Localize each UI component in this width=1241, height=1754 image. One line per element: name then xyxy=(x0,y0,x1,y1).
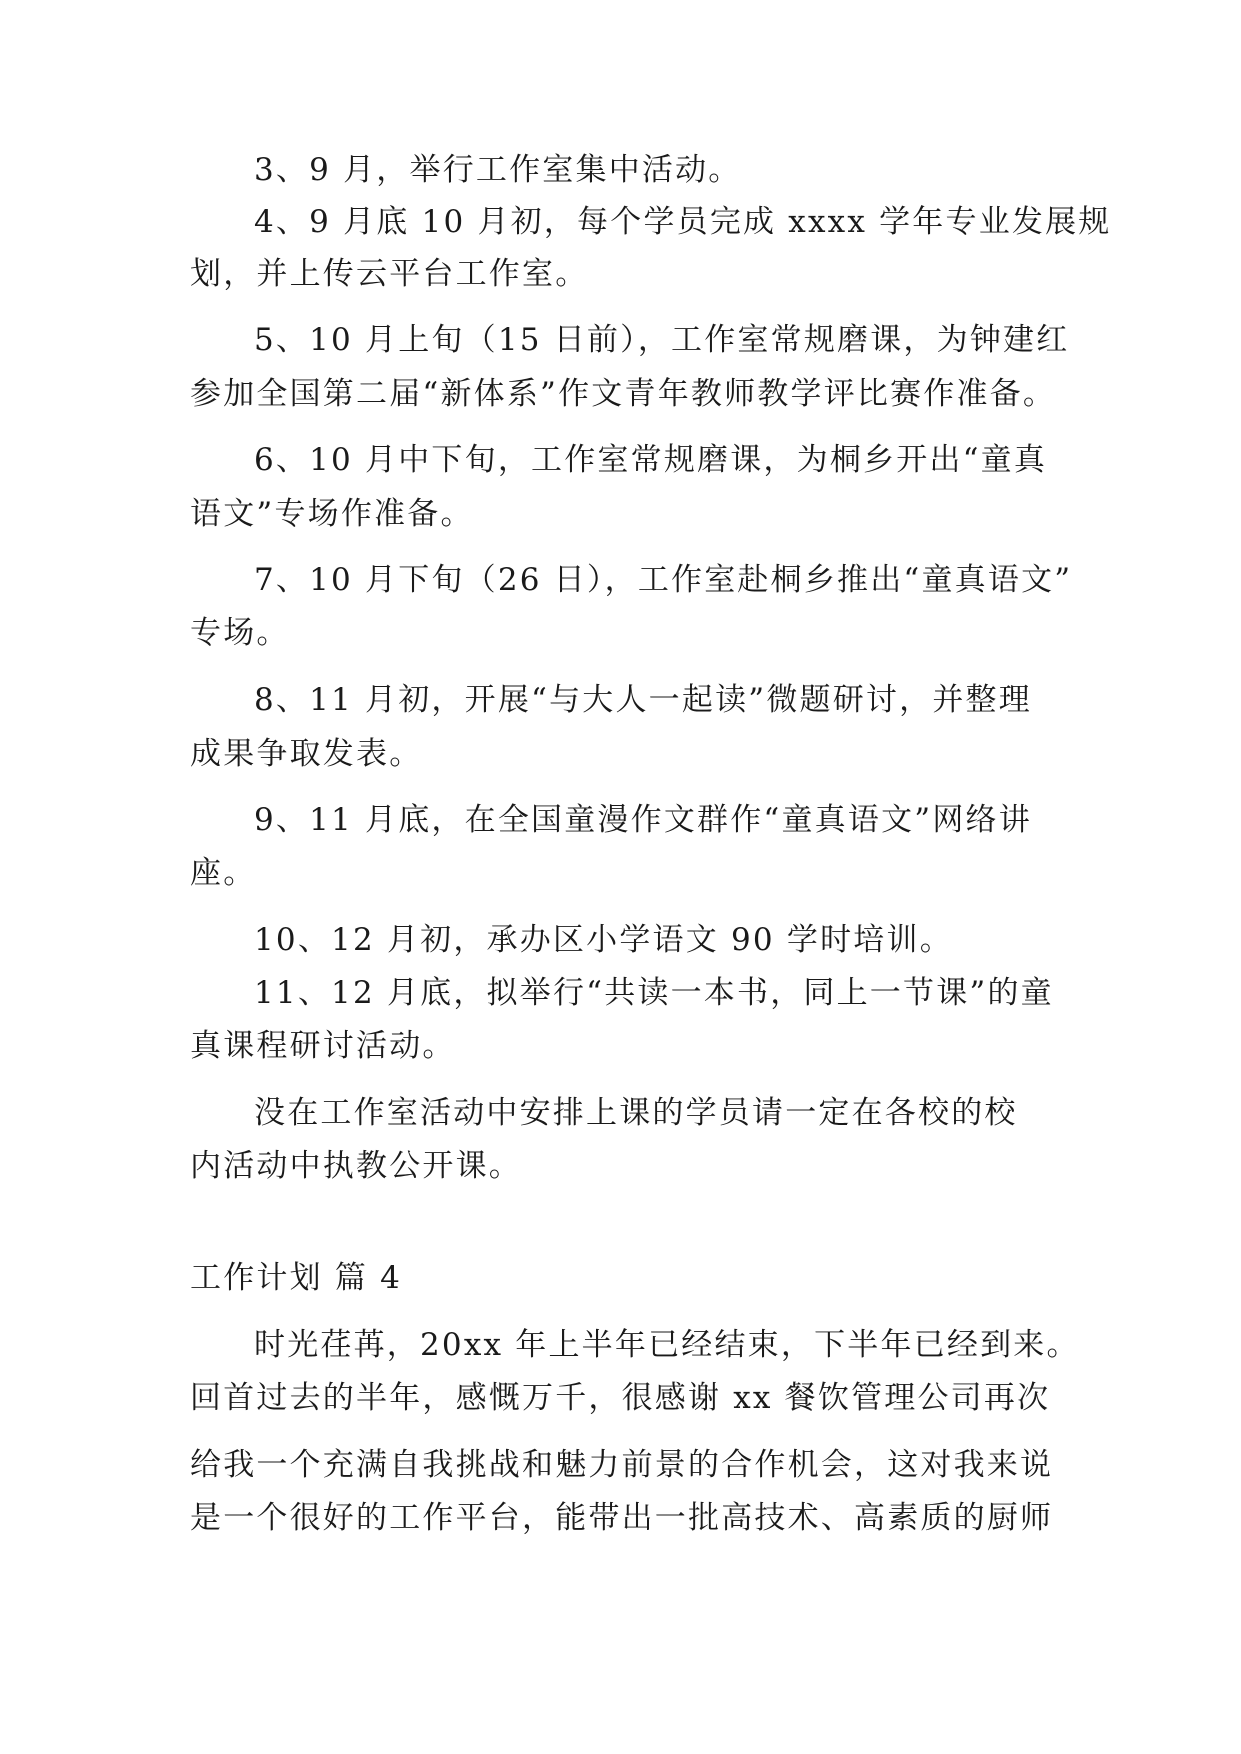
item-6-line-1: 6、10 月中下旬，工作室常规磨课，为桐乡开出“童真 xyxy=(254,442,1048,478)
item-4-line-1: 4、9 月底 10 月初，每个学员完成 xxxx 学年专业发展规 xyxy=(254,204,1112,240)
intro-line-3: 给我一个充满自我挑战和魅力前景的合作机会，这对我来说 xyxy=(190,1447,1054,1483)
item-9-line-2: 座。 xyxy=(190,855,257,891)
item-5-line-2: 参加全国第二届“新体系”作文青年教师教学评比赛作准备。 xyxy=(190,376,1057,412)
item-11-line-2: 真课程研讨活动。 xyxy=(190,1028,456,1064)
item-11-line-1: 11、12 月底，拟举行“共读一本书，同上一节课”的童 xyxy=(254,975,1054,1011)
item-8-line-2: 成果争取发表。 xyxy=(190,736,423,772)
intro-line-2: 回首过去的半年，感慨万千，很感谢 xx 餐饮管理公司再次 xyxy=(190,1380,1051,1416)
item-10-line-1: 10、12 月初，承办区小学语文 90 学时培训。 xyxy=(254,922,953,958)
item-7-line-2: 专场。 xyxy=(190,615,290,651)
note-line-2: 内活动中执教公开课。 xyxy=(190,1148,522,1184)
section-heading: 工作计划 篇 4 xyxy=(190,1260,403,1296)
item-8-line-1: 8、11 月初，开展“与大人一起读”微题研讨，并整理 xyxy=(254,682,1032,718)
item-6-line-2: 语文”专场作准备。 xyxy=(190,496,474,532)
item-4-line-2: 划，并上传云平台工作室。 xyxy=(190,256,589,292)
item-7-line-1: 7、10 月下旬（26 日），工作室赴桐乡推出“童真语文” xyxy=(254,562,1073,598)
intro-line-4: 是一个很好的工作平台，能带出一批高技术、高素质的厨师 xyxy=(190,1500,1054,1536)
intro-line-1: 时光荏苒，20xx 年上半年已经结束，下半年已经到来。 xyxy=(254,1327,1080,1363)
item-5-line-1: 5、10 月上旬（15 日前），工作室常规磨课，为钟建红 xyxy=(254,322,1070,358)
item-9-line-1: 9、11 月底，在全国童漫作文群作“童真语文”网络讲 xyxy=(254,802,1032,838)
item-3-line-1: 3、9 月，举行工作室集中活动。 xyxy=(254,152,742,188)
note-line-1: 没在工作室活动中安排上课的学员请一定在各校的校 xyxy=(254,1095,1018,1131)
